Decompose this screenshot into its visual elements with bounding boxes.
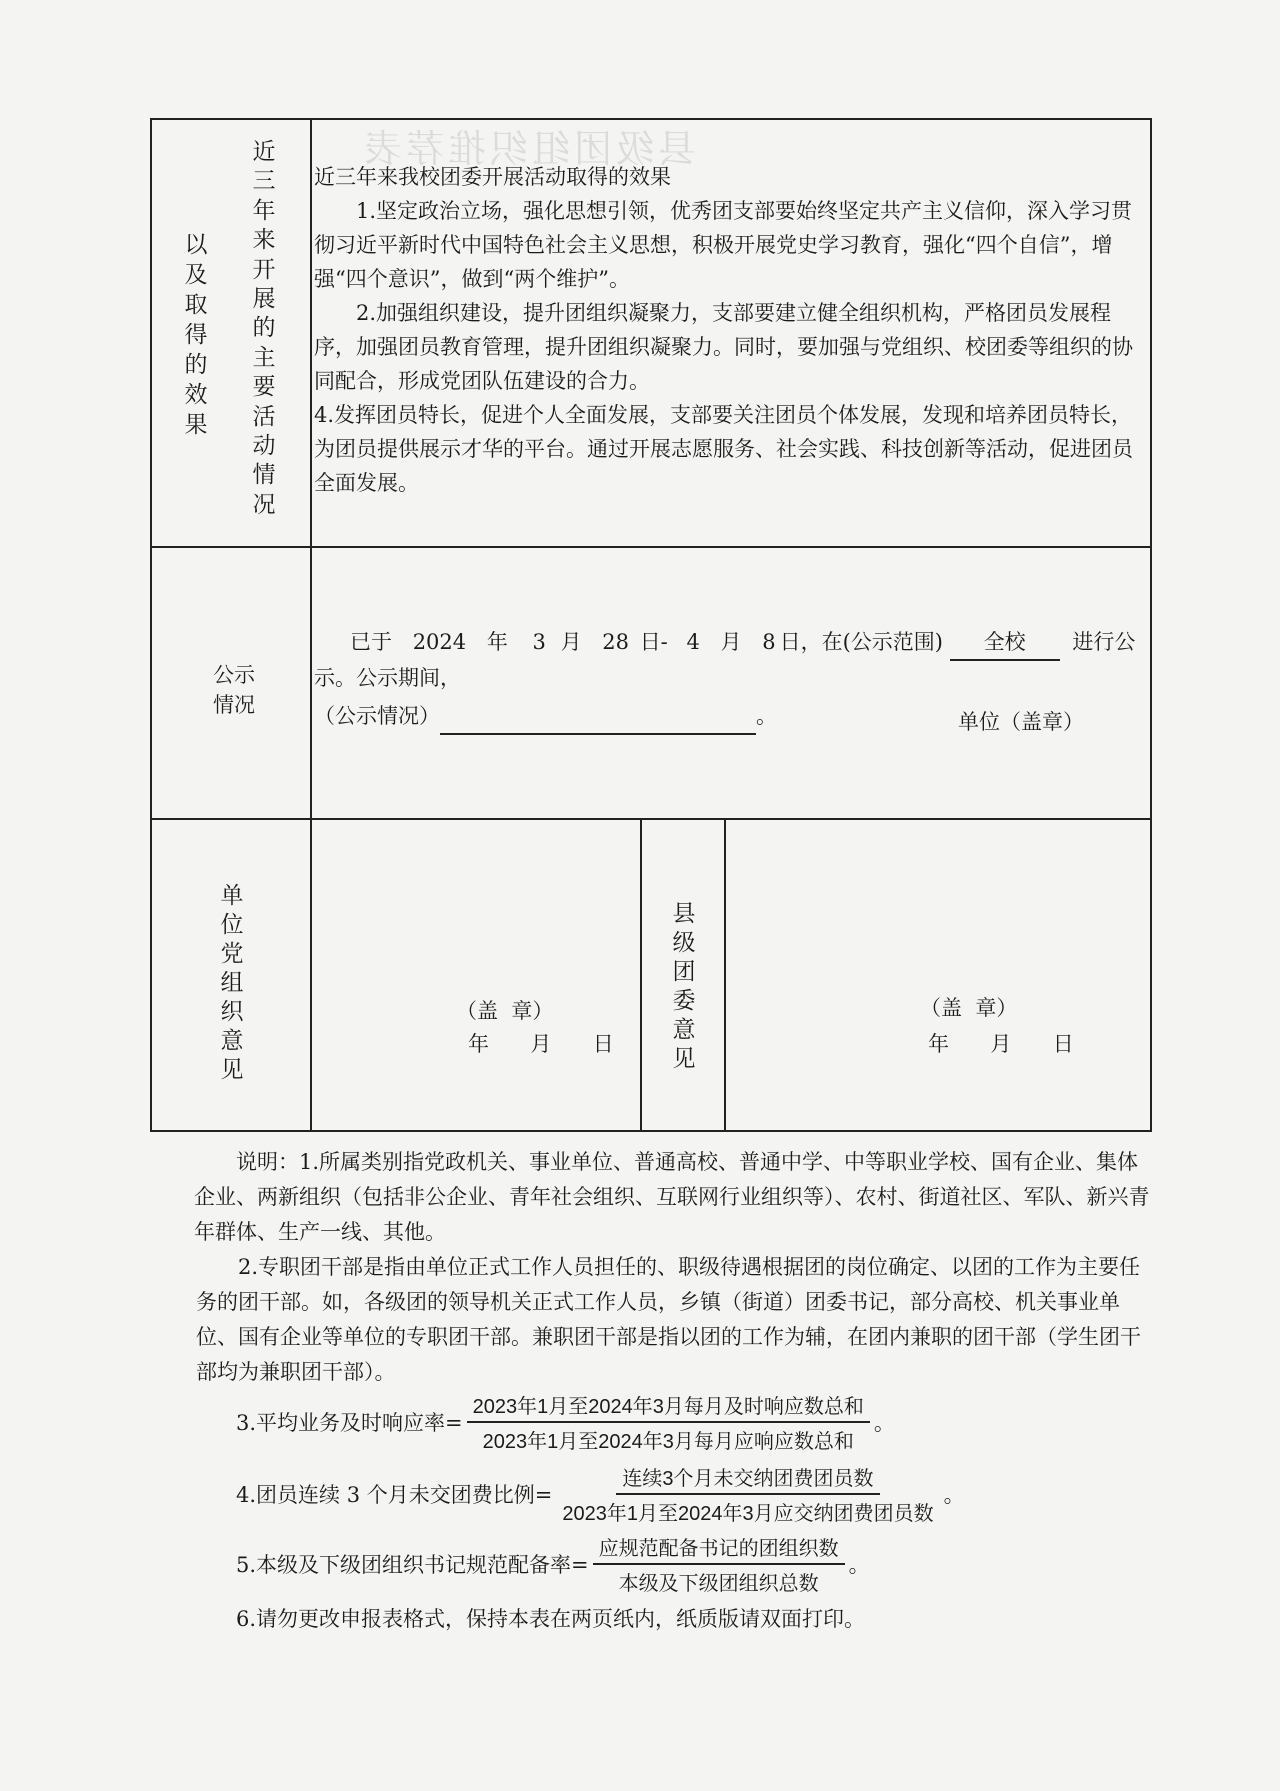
formula-4-denominator: 2023年1月至2024年3月应交纳团费团员数 (562, 1503, 934, 1525)
activities-content (314, 160, 1146, 500)
publicity-scope-pre: ，在(公示范围) (800, 630, 943, 654)
publicity-scope-value: 全校 (950, 625, 1060, 661)
col-divider (640, 818, 642, 1132)
formula-3-numerator: 2023年1月至2024年3月每月及时响应数总和 (467, 1390, 870, 1423)
publicity-year: 2024 (412, 630, 467, 654)
publicity-seal: 单位（盖章） (958, 710, 1084, 734)
publicity-scope-post: 进行公示。公示期间， (314, 630, 1136, 690)
county-seal: （盖 章） (920, 996, 1018, 1020)
bleed-through-watermark: 县级团组织推荐表 (360, 127, 697, 171)
activities-heading: 近三年来我校团委开展活动取得的效果 (314, 165, 671, 189)
county-date: 年 月 日 (928, 1032, 1074, 1056)
formula-secretary-rate (236, 1532, 870, 1596)
note-6: 6.请勿更改申报表格式，保持本表在两页纸内，纸质版请双面打印。 (236, 1607, 866, 1631)
col-divider (724, 818, 726, 1132)
formula-4-label: 4.团员连续 3 个月未交团费比例= (236, 1483, 553, 1507)
publicity-status-end: 。 (756, 704, 777, 728)
activity-paragraph-3: 4.发挥团员特长，促进个人全面发展，支部要关注团员个体发展，发现和培养团员特长，为团员提供展示才华的平台。通过开展志愿服务、社会实践、科技创新等活动，促进团员全面发展。 (314, 403, 1133, 495)
party-date: 年 月 日 (468, 1032, 614, 1056)
formula-5-fraction (593, 1532, 845, 1596)
section-label-party-opinion: 单位党组织意见 (220, 883, 244, 1083)
section-label-effects: 以及取得的效果 (184, 232, 208, 438)
section-label-county-opinion: 县级团委意见 (672, 901, 696, 1072)
formula-unpaid-ratio (236, 1462, 965, 1526)
formula-3-denominator: 2023年1月至2024年3月每月应响应数总和 (482, 1431, 854, 1453)
publicity-end-month-unit: 月 (720, 630, 742, 654)
col-divider (310, 118, 312, 1132)
section-label-activities: 近三年来开展的主要活动情况 (252, 139, 276, 518)
publicity-day-unit: 日 (779, 630, 801, 654)
notes (196, 1145, 1156, 1390)
formula-3-period: 。 (873, 1411, 895, 1435)
publicity-status-label: （公示情况） (314, 704, 440, 728)
activity-paragraph-2: 2.加强组织建设，提升团组织凝聚力，支部要建立健全组织机构，严格团员发展程序，加强团员教育管理，提升团组织凝聚力。同时，要加强与党组织、校团委等组织的协同配合，形成党团队伍建设的合力。 (314, 301, 1133, 393)
formula-4-numerator: 连续3个月未交纳团费团员数 (616, 1462, 879, 1495)
publicity-end-day: 8 (762, 630, 776, 654)
formula-response-rate (236, 1390, 895, 1454)
formula-3-label: 3.平均业务及时响应率= (236, 1411, 463, 1435)
row-divider (150, 818, 1152, 820)
publicity-start-month: 3 (532, 630, 546, 654)
note-1: 说明：1.所属类别指党政机关、事业单位、普通高校、普通中学、中等职业学校、国有企业、集体企业、两新组织（包括非公企业、青年社会组织、互联网行业组织等）、农村、街道社区、军队、新兴青年群体、生产一线、其他。 (194, 1150, 1150, 1244)
publicity-start-day: 28 (602, 630, 629, 654)
formula-4-period: 。 (943, 1483, 965, 1507)
formula-5-label: 5.本级及下级团组织书记规范配备率= (236, 1553, 589, 1577)
formula-4-fraction (556, 1462, 939, 1526)
formula-5-numerator: 应规范配备书记的团组织数 (593, 1532, 845, 1565)
section-label-publicity: 公示情况 (213, 663, 255, 717)
formula-5-period: 。 (848, 1553, 870, 1577)
publicity-month-unit: 月 (560, 630, 582, 654)
publicity-status-line (440, 699, 756, 735)
formula-3-fraction (467, 1390, 870, 1454)
formula-5-denominator: 本级及下级团组织总数 (618, 1573, 819, 1595)
row-divider (150, 546, 1152, 548)
party-seal: （盖 章） (456, 999, 554, 1023)
publicity-year-unit: 年 (486, 630, 508, 654)
publicity-day-sep: 日- (639, 630, 668, 654)
activity-paragraph-1: 1.坚定政治立场，强化思想引领，优秀团支部要始终坚定共产主义信仰，深入学习贯彻习近平新时代中国特色社会主义思想，积极开展党史学习教育，强化“四个自信”，增强“四个意识”，做到“两个维护”。 (314, 199, 1133, 291)
note-2: 2.专职团干部是指由单位正式工作人员担任的、职级待遇根据团的岗位确定、以团的工作为主要任务的团干部。如，各级团的领导机关正式工作人员，乡镇（街道）团委书记，部分高校、机关事业单位、国有企业等单位的专职团干部。兼职团干部是指以团的工作为辅，在团内兼职的团干部（学生团干部均为兼职团干部）。 (196, 1255, 1141, 1384)
publicity-end-month: 4 (686, 630, 700, 654)
publicity-text-pre: 已于 (350, 630, 392, 654)
